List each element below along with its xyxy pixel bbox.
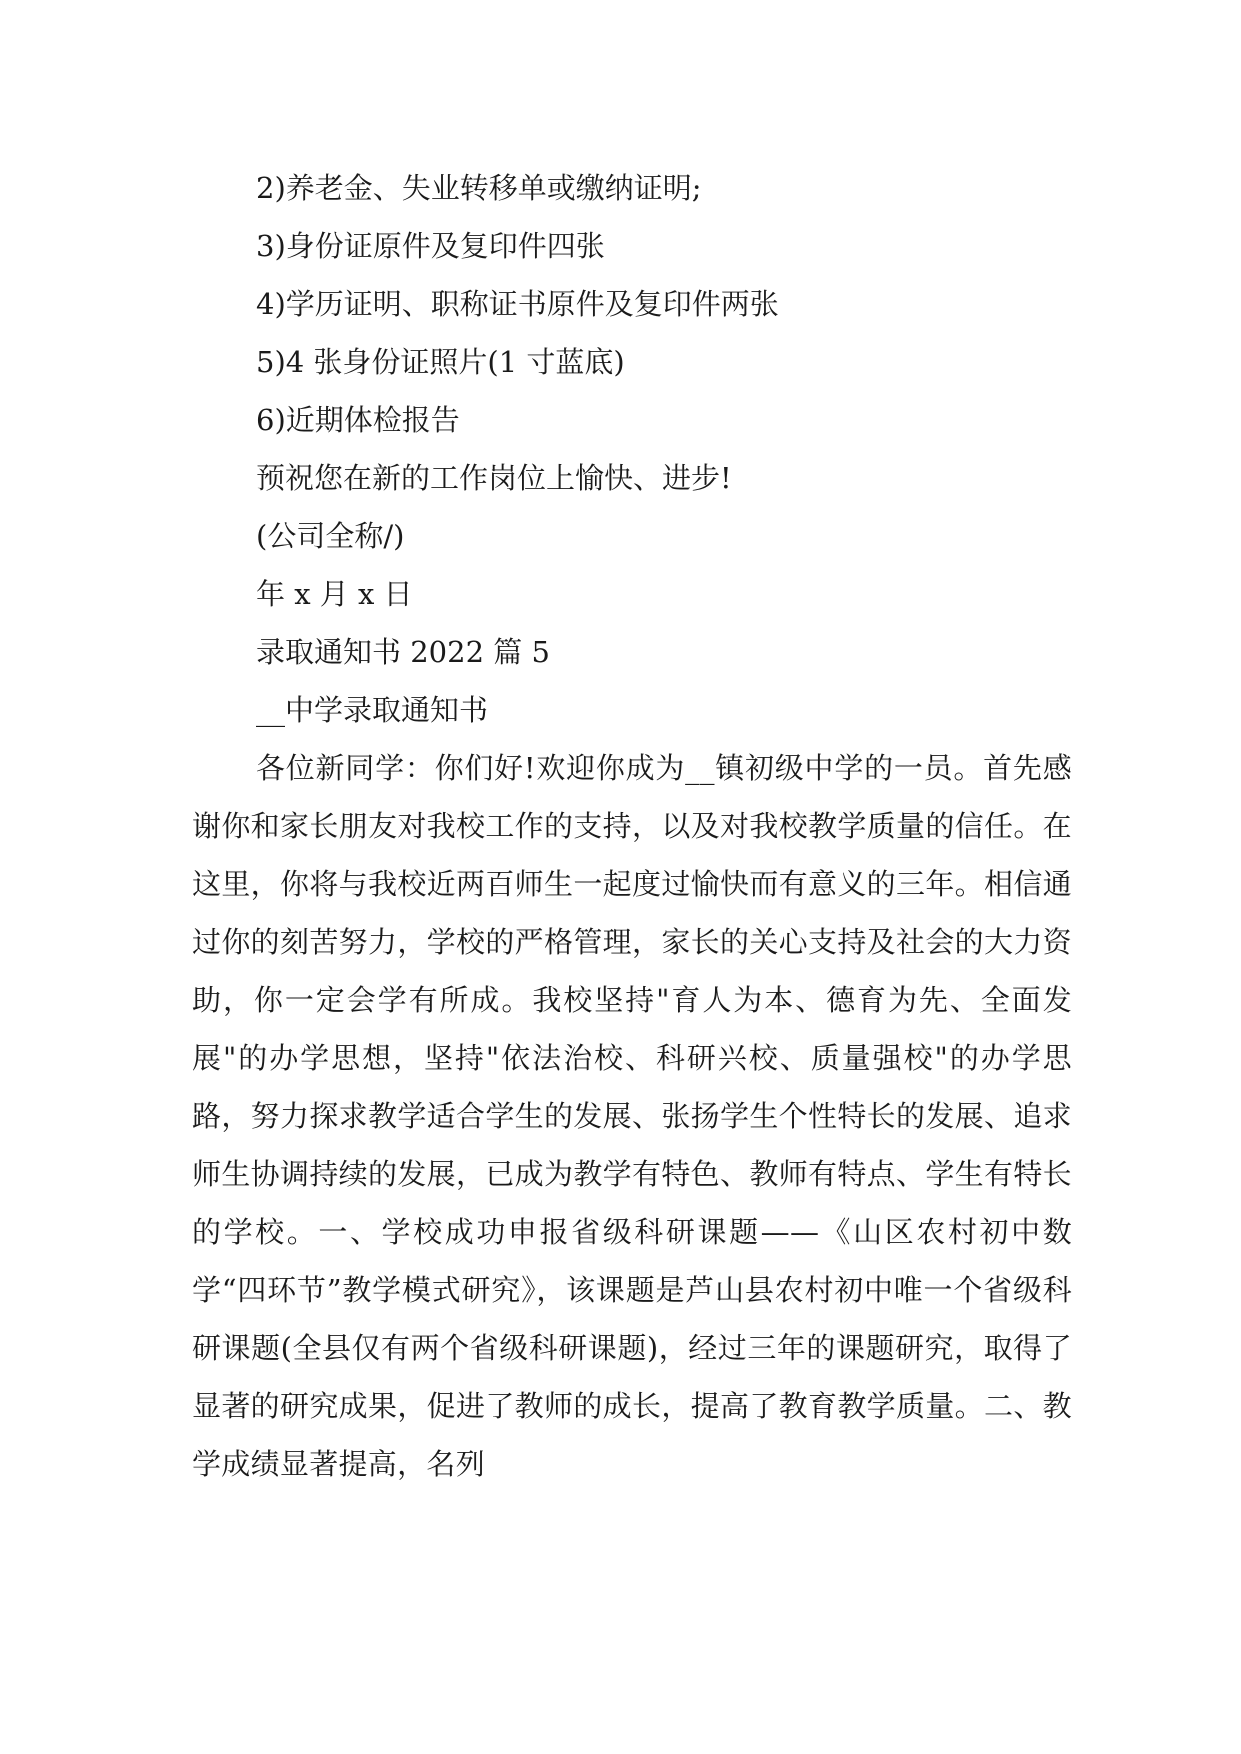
requirement-item-2: 2)养老金、失业转移单或缴纳证明; [256, 171, 702, 205]
requirement-item-3: 3)身份证原件及复印件四张 [256, 229, 605, 263]
closing-wish: 预祝您在新的工作岗位上愉快、进步! [256, 461, 732, 495]
date-line: 年 x 月 x 日 [256, 577, 413, 611]
company-name: (公司全称/) [256, 519, 405, 553]
notice-title: __中学录取通知书 [256, 693, 489, 727]
requirement-item-5: 5)4 张身份证照片(1 寸蓝底) [256, 345, 625, 379]
requirement-item-6: 6)近期体检报告 [256, 403, 460, 437]
body-paragraph: 各位新同学：你们好!欢迎你成为__镇初级中学的一员。首先感谢你和家长朋友对我校工作的支持，以及对我校教学质量的信任。在这里，你将与我校近两百师生一起度过愉快而有意义的三年。相信通过你的刻苦努力，学校的严格管理，家长的关心支持及社会的大力资助，你一定会学有所成。我校坚持"育人为本、德育为先、全面发展"的办学思想，坚持"依法治校、科研兴校、质量强校"的办学思路，努力探求教学适合学生的发展、张扬学生个性特长的发展、追求师生协调持续的发展，已成为教学有特色、教师有特点、学生有特长的学校。一、学校成功申报省级科研课题——《山区农村初中数学“四环节”教学模式研究》，该课题是芦山县农村初中唯一个省级科研课题(全县仅有两个省级科研课题)，经过三年的课题研究，取得了显著的研究成果，促进了教师的成长，提高了教育教学质量。二、教学成绩显著提高，名列 [192, 751, 1072, 1481]
requirement-item-4: 4)学历证明、职称证书原件及复印件两张 [256, 287, 779, 321]
document-header-lines [256, 159, 1156, 739]
section-heading: 录取通知书 2022 篇 5 [256, 635, 550, 669]
